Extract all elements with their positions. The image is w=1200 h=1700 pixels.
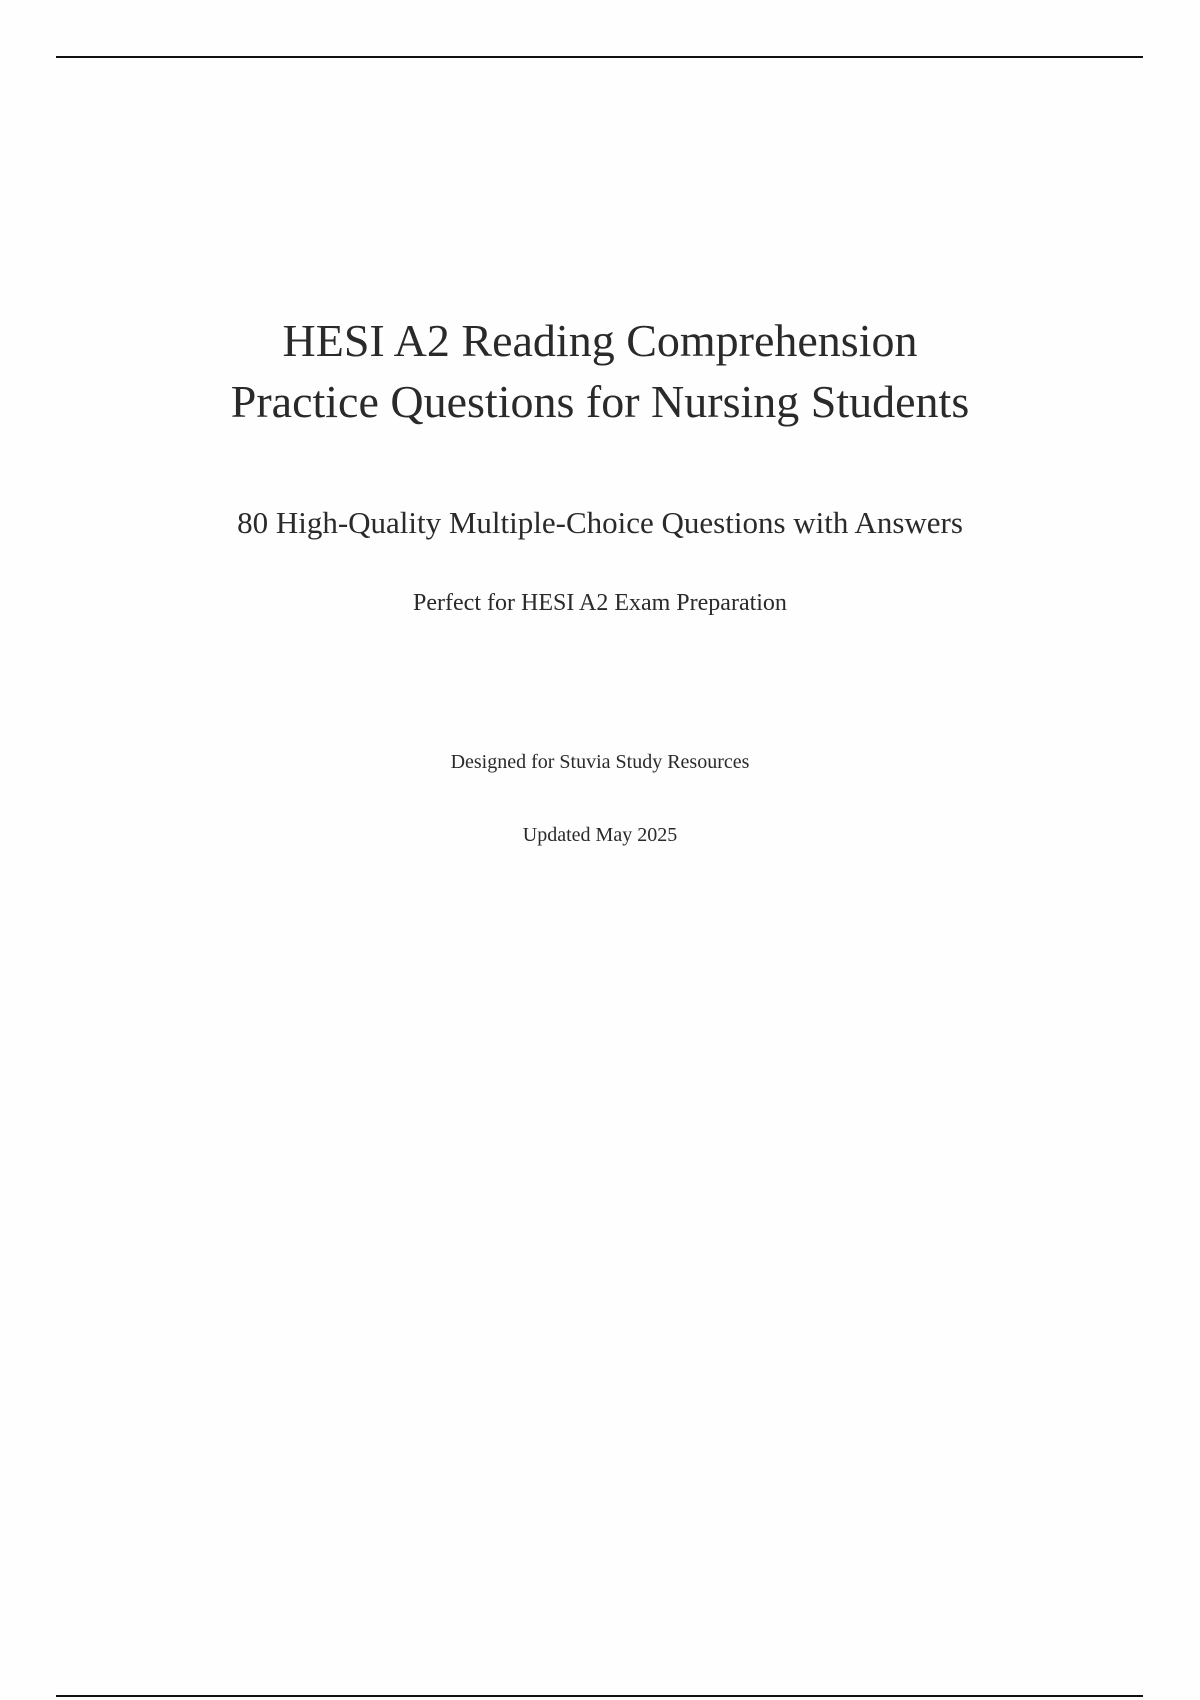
title-line-1: HESI A2 Reading Comprehension: [282, 315, 918, 366]
subtitle: 80 High-Quality Multiple-Choice Questions with Answers: [237, 505, 963, 540]
tagline: Perfect for HESI A2 Exam Preparation: [413, 590, 787, 616]
header-rule: [56, 56, 1143, 58]
footer-rule: [56, 1695, 1143, 1697]
title-line-2: Practice Questions for Nursing Students: [230, 376, 970, 427]
updated-date: Updated May 2025: [522, 824, 678, 846]
designed-for: Designed for Stuvia Study Resources: [450, 751, 750, 773]
